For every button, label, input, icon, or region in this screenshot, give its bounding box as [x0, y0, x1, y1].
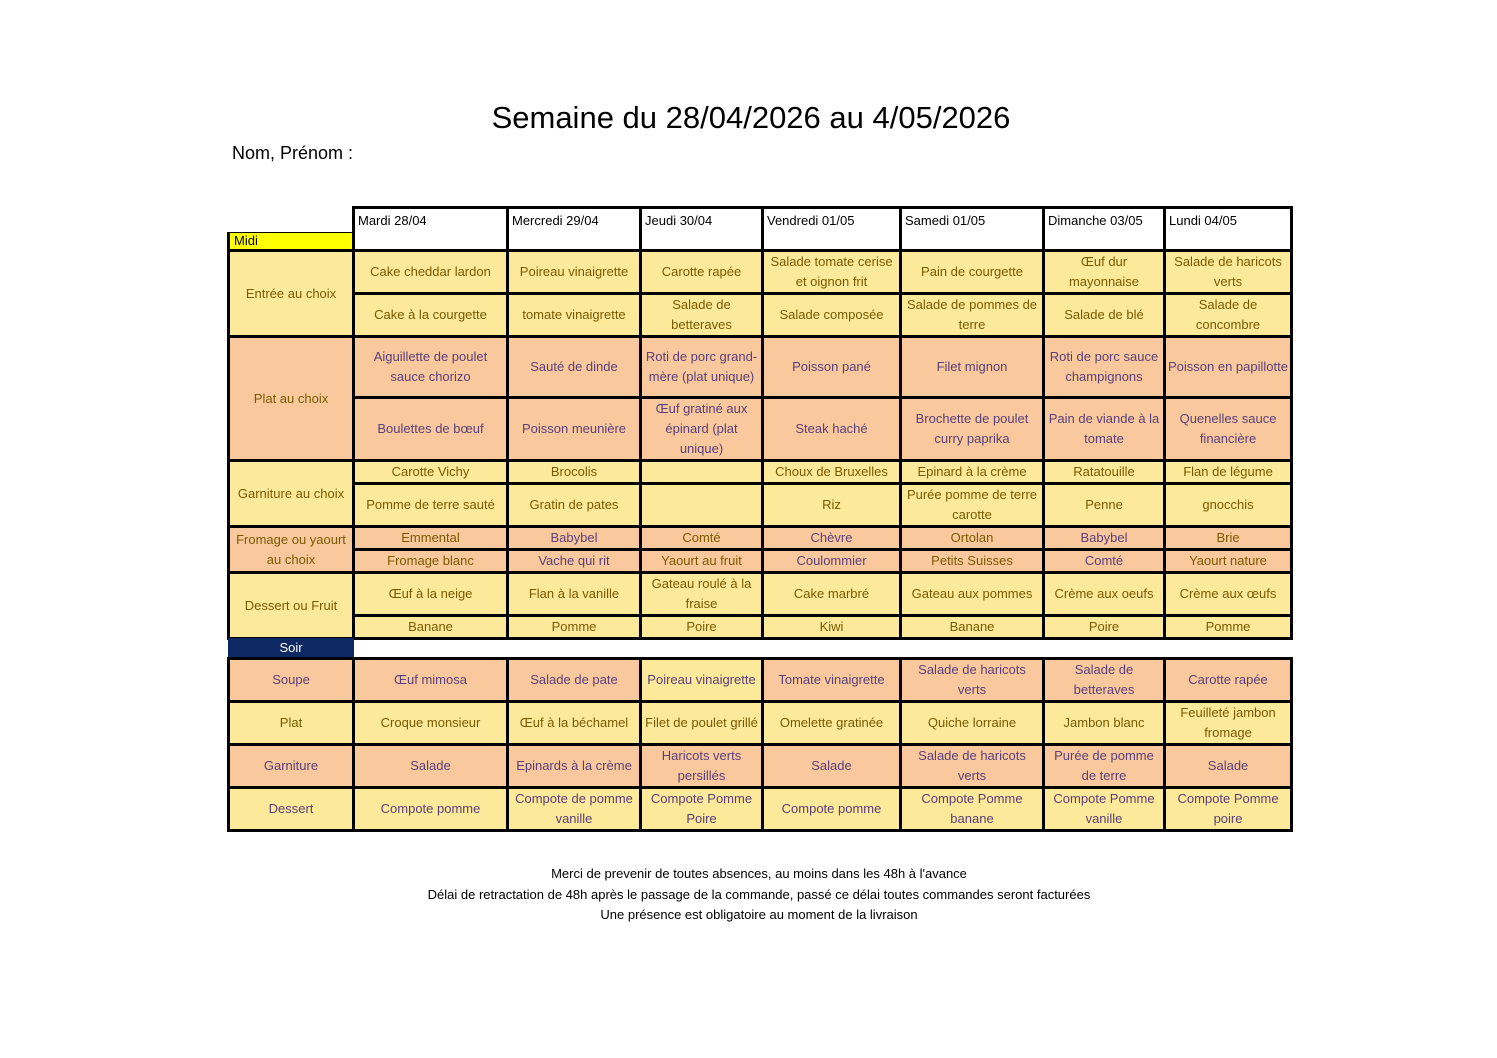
day-header: Mercredi 29/04 — [508, 208, 641, 251]
menu-cell: Flan à la vanille — [508, 573, 641, 616]
category-label: Soupe — [229, 659, 354, 702]
menu-cell: Brochette de poulet curry paprika — [901, 398, 1044, 461]
menu-row — [229, 702, 1292, 745]
menu-row — [229, 788, 1292, 831]
menu-cell: Feuilleté jambon fromage — [1165, 702, 1292, 745]
menu-row — [229, 573, 1292, 616]
menu-cell: Comté — [641, 527, 763, 550]
menu-cell: Poireau vinaigrette — [508, 251, 641, 294]
menu-cell: Crème aux œufs — [1165, 573, 1292, 616]
menu-row — [229, 745, 1292, 788]
menu-cell: Ratatouille — [1044, 461, 1165, 484]
menu-cell: Purée de pomme de terre — [1044, 745, 1165, 788]
menu-cell: Omelette gratinée — [763, 702, 901, 745]
menu-cell: Epinard à la crème — [901, 461, 1044, 484]
menu-cell: Salade de betteraves — [1044, 659, 1165, 702]
menu-cell: Salade — [763, 745, 901, 788]
menu-row — [229, 398, 1292, 461]
menu-row — [229, 659, 1292, 702]
menu-cell: Babybel — [1044, 527, 1165, 550]
menu-cell: Crème aux oeufs — [1044, 573, 1165, 616]
midi-label: Midi — [229, 233, 354, 251]
menu-cell: Haricots verts persillés — [641, 745, 763, 788]
menu-cell: Compote Pomme Poire — [641, 788, 763, 831]
menu-cell: Boulettes de bœuf — [354, 398, 508, 461]
menu-cell: Yaourt au fruit — [641, 550, 763, 573]
menu-cell: Aiguillette de poulet sauce chorizo — [354, 337, 508, 398]
menu-cell: Salade de haricots verts — [901, 659, 1044, 702]
menu-cell: Salade — [1165, 745, 1292, 788]
menu-cell: Chèvre — [763, 527, 901, 550]
menu-row — [229, 550, 1292, 573]
menu-cell: Vache qui rit — [508, 550, 641, 573]
soir-header-row — [229, 639, 1292, 659]
menu-cell: Salade de concombre — [1165, 294, 1292, 337]
menu-cell: Pain de viande à la tomate — [1044, 398, 1165, 461]
page-title: Semaine du 28/04/2026 au 4/05/2026 — [491, 100, 1011, 135]
menu-cell: Poireau vinaigrette — [641, 659, 763, 702]
menu-cell: Sauté de dinde — [508, 337, 641, 398]
day-header: Lundi 04/05 — [1165, 208, 1292, 251]
menu-cell: Kiwi — [763, 616, 901, 639]
menu-cell: Tomate vinaigrette — [763, 659, 901, 702]
corner-cell — [229, 208, 354, 233]
menu-cell: Riz — [763, 484, 901, 527]
category-label: Plat — [229, 702, 354, 745]
menu-cell: Penne — [1044, 484, 1165, 527]
menu-cell: Pomme de terre sauté — [354, 484, 508, 527]
menu-row — [229, 484, 1292, 527]
name-field-label: Nom, Prénom : — [232, 143, 354, 163]
menu-cell: Pomme — [508, 616, 641, 639]
dinner-menu-table — [227, 638, 1293, 832]
category-label: Dessert — [229, 788, 354, 831]
menu-cell: Poisson pané — [763, 337, 901, 398]
menu-cell: Babybel — [508, 527, 641, 550]
menu-cell: Cake cheddar lardon — [354, 251, 508, 294]
menu-cell: Croque monsieur — [354, 702, 508, 745]
menu-cell: Salade composée — [763, 294, 901, 337]
note-line: Une présence est obligatoire au moment de la livraison — [600, 907, 918, 922]
menu-row — [229, 251, 1292, 294]
day-header-row — [229, 208, 1292, 233]
category-label: Fromage ou yaourt au choix — [229, 527, 354, 573]
category-label: Garniture au choix — [229, 461, 354, 527]
menu-cell: Carotte rapée — [1165, 659, 1292, 702]
menu-cell: Salade de blé — [1044, 294, 1165, 337]
menu-cell: Cake marbré — [763, 573, 901, 616]
menu-cell: Carotte rapée — [641, 251, 763, 294]
category-label: Dessert ou Fruit — [229, 573, 354, 639]
lunch-menu-table — [227, 206, 1293, 640]
menu-cell: Roti de porc grand-mère (plat unique) — [641, 337, 763, 398]
day-header: Mardi 28/04 — [354, 208, 508, 251]
menu-cell: Compote Pomme banane — [901, 788, 1044, 831]
day-header: Dimanche 03/05 — [1044, 208, 1165, 251]
menu-row — [229, 616, 1292, 639]
soir-label: Soir — [229, 639, 354, 659]
menu-cell: Poire — [641, 616, 763, 639]
day-header: Samedi 01/05 — [901, 208, 1044, 251]
menu-cell: Poire — [1044, 616, 1165, 639]
menu-cell: Œuf à la béchamel — [508, 702, 641, 745]
menu-cell: Roti de porc sauce champignons — [1044, 337, 1165, 398]
note-line: Délai de retractation de 48h après le passage de la commande, passé ce délai toutes commandes seront facturées — [427, 886, 1091, 902]
menu-row — [229, 294, 1292, 337]
header-spacer — [354, 639, 1292, 659]
menu-cell: Brocolis — [508, 461, 641, 484]
menu-cell: Œuf dur mayonnaise — [1044, 251, 1165, 294]
menu-cell: Gateau roulé à la fraise — [641, 573, 763, 616]
menu-cell: Pain de courgette — [901, 251, 1044, 294]
menu-row — [229, 527, 1292, 550]
menu-cell: Salade de haricots verts — [1165, 251, 1292, 294]
menu-cell: Filet mignon — [901, 337, 1044, 398]
menu-cell: Compote pomme — [763, 788, 901, 831]
menu-cell: Brie — [1165, 527, 1292, 550]
menu-cell: Cake à la courgette — [354, 294, 508, 337]
day-header: Vendredi 01/05 — [763, 208, 901, 251]
menu-cell: Compote pomme — [354, 788, 508, 831]
menu-cell: Œuf gratiné aux épinard (plat unique) — [641, 398, 763, 461]
footer-notes — [0, 864, 1497, 926]
menu-cell: Carotte Vichy — [354, 461, 508, 484]
menu-cell — [641, 484, 763, 527]
menu-cell: Jambon blanc — [1044, 702, 1165, 745]
menu-cell: Salade de betteraves — [641, 294, 763, 337]
menu-cell: Poisson en papillotte — [1165, 337, 1292, 398]
menu-cell: Gateau aux pommes — [901, 573, 1044, 616]
category-label: Garniture — [229, 745, 354, 788]
category-label: Entrée au choix — [229, 251, 354, 337]
menu-cell: tomate vinaigrette — [508, 294, 641, 337]
menu-cell: Ortolan — [901, 527, 1044, 550]
menu-cell: Compote Pomme poire — [1165, 788, 1292, 831]
menu-cell: Pomme — [1165, 616, 1292, 639]
menu-cell: Flan de légume — [1165, 461, 1292, 484]
menu-cell: Salade tomate cerise et oignon frit — [763, 251, 901, 294]
menu-cell: Salade — [354, 745, 508, 788]
menu-cell: Emmental — [354, 527, 508, 550]
note-line: Merci de prevenir de toutes absences, au moins dans les 48h à l'avance — [551, 866, 967, 881]
menu-cell: Banane — [354, 616, 508, 639]
menu-cell: Yaourt nature — [1165, 550, 1292, 573]
menu-cell: Compote Pomme vanille — [1044, 788, 1165, 831]
menu-cell: Choux de Bruxelles — [763, 461, 901, 484]
category-label: Plat au choix — [229, 337, 354, 461]
menu-cell: Compote de pomme vanille — [508, 788, 641, 831]
menu-row — [229, 337, 1292, 398]
menu-cell: Salade de haricots verts — [901, 745, 1044, 788]
menu-cell: Salade de pommes de terre — [901, 294, 1044, 337]
menu-cell: Gratin de pates — [508, 484, 641, 527]
menu-cell: Banane — [901, 616, 1044, 639]
menu-cell: gnocchis — [1165, 484, 1292, 527]
menu-row — [229, 461, 1292, 484]
menu-cell: Epinards à la crème — [508, 745, 641, 788]
menu-cell: Comté — [1044, 550, 1165, 573]
menu-cell: Quenelles sauce financière — [1165, 398, 1292, 461]
menu-cell: Salade de pate — [508, 659, 641, 702]
menu-cell: Fromage blanc — [354, 550, 508, 573]
menu-cell: Œuf à la neige — [354, 573, 508, 616]
menu-cell: Petits Suisses — [901, 550, 1044, 573]
menu-cell: Œuf mimosa — [354, 659, 508, 702]
menu-cell: Purée pomme de terre carotte — [901, 484, 1044, 527]
menu-cell — [641, 461, 763, 484]
menu-cell: Quiche lorraine — [901, 702, 1044, 745]
menu-cell: Coulommier — [763, 550, 901, 573]
menu-cell: Poisson meunière — [508, 398, 641, 461]
menu-cell: Steak haché — [763, 398, 901, 461]
day-header: Jeudi 30/04 — [641, 208, 763, 251]
menu-cell: Filet de poulet grillé — [641, 702, 763, 745]
